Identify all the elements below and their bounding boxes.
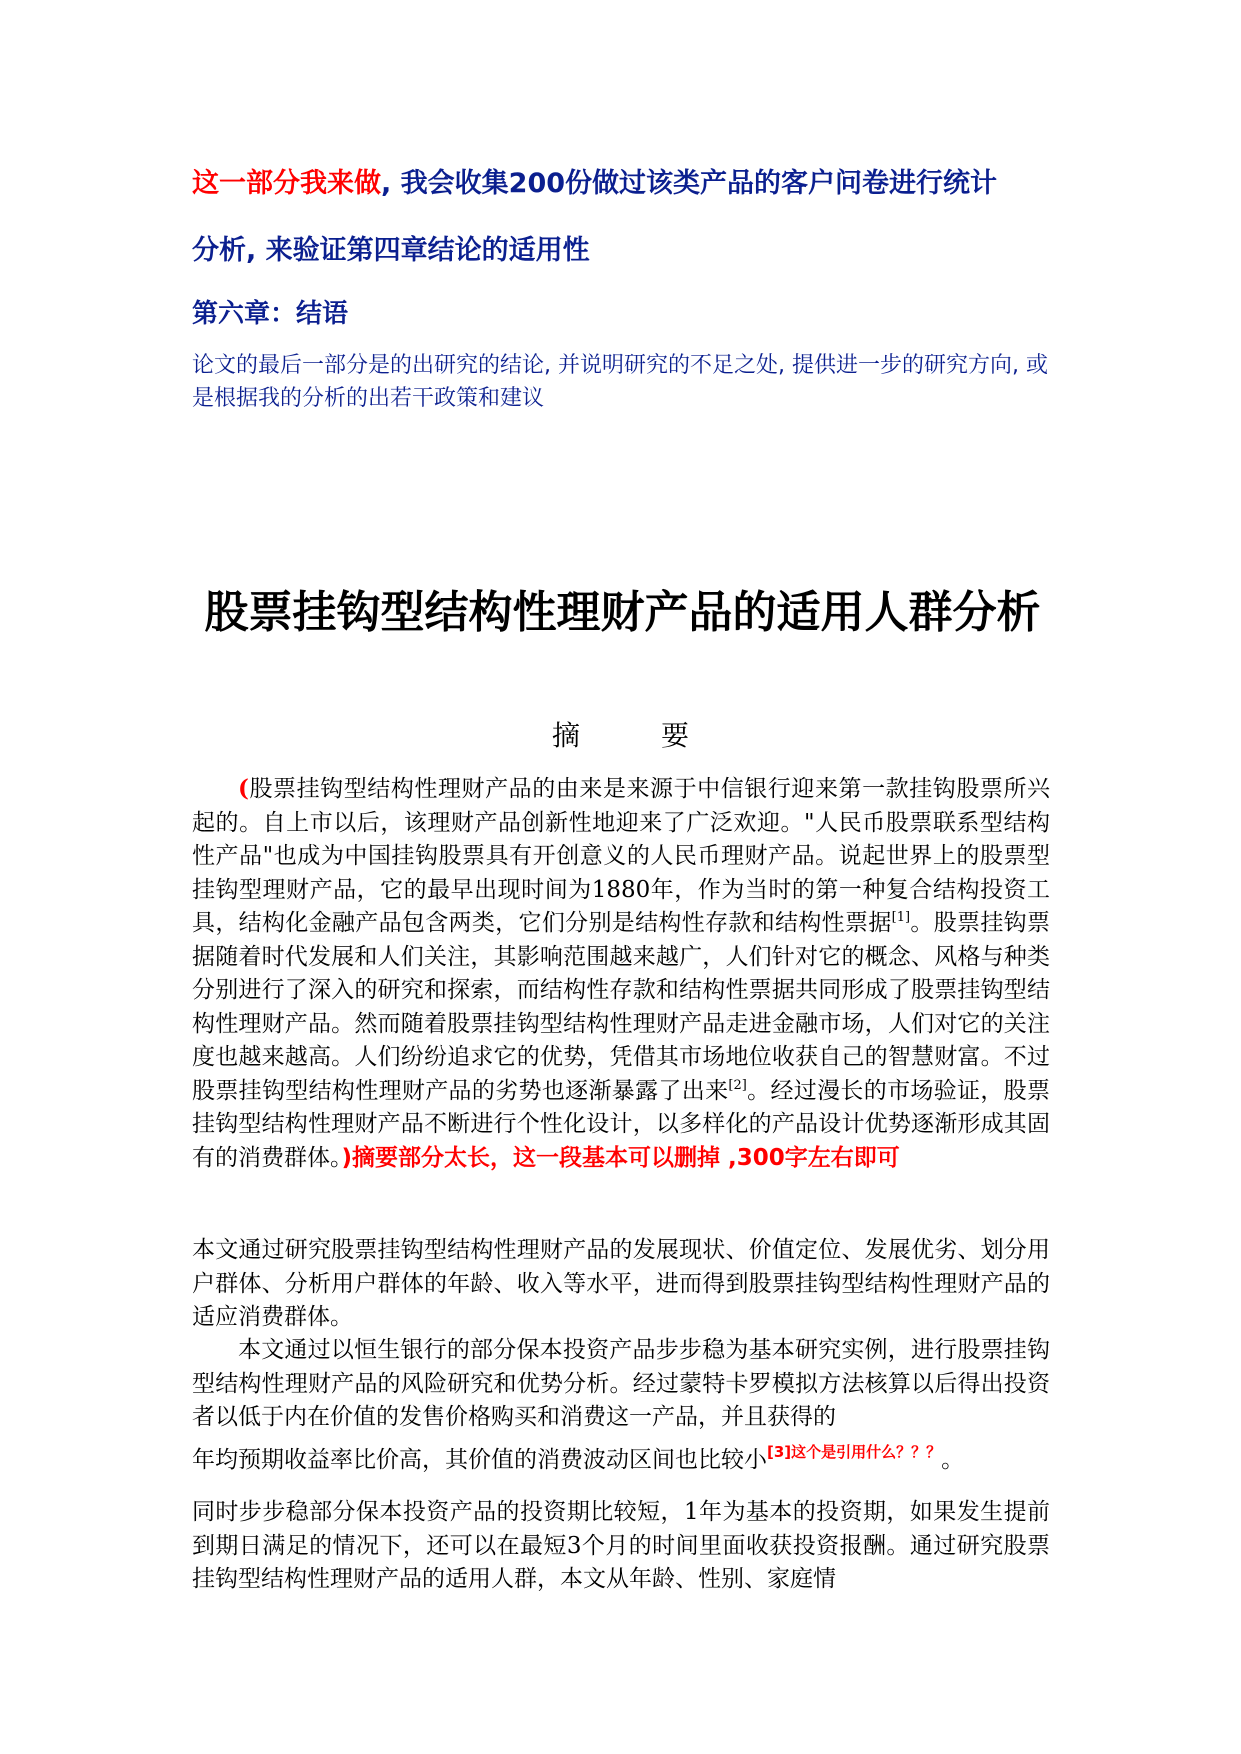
- author-note: [192, 166, 1062, 202]
- review-question: 这个是引用什么？？？: [791, 1443, 942, 1461]
- author-note-continued: [192, 233, 1062, 269]
- abstract-paragraph-2: 本文通过研究股票挂钩型结构性理财产品的发展现状、价值定位、发展优劣、划分用户群体、分析用户群体的年龄、收入等水平，进而得到股票挂钩型结构性理财产品的适应消费群体。: [192, 1237, 1050, 1330]
- author-note-line-1: [192, 166, 1062, 202]
- abstract-paragraph-1: [192, 772, 1050, 1175]
- abstract-text: 。: [941, 1447, 965, 1473]
- author-note-text: , 我会收集200份做过该类产品的客户问卷进行统计: [381, 168, 998, 199]
- abstract-paragraph-3: 本文通过以恒生银行的部分保本投资产品步步稳为基本研究实例，进行股票挂钩型结构性理财产品的风险研究和优势分析。经过蒙特卡罗模拟方法核算以后得出投资者以低于内在价值的发售价格购买和消费这一产品，并且获得的: [192, 1337, 1050, 1430]
- abstract-text: 年均预期收益率比价高，其价值的消费波动区间也比较小: [192, 1447, 767, 1473]
- abstract-heading: 摘 要: [552, 719, 725, 752]
- chapter-description: 论文的最后一部分是的出研究的结论, 并说明研究的不足之处, 提供进一步的研究方向, 或是根据我的分析的出若干政策和建议: [192, 353, 1048, 411]
- author-note-highlight: 这一部分我来做: [192, 168, 381, 199]
- open-paren-marker: (: [238, 775, 249, 802]
- citation-3: [3]: [767, 1443, 792, 1461]
- author-note-line-2: 分析, 来验证第四章结论的适用性: [192, 235, 590, 266]
- paper-title: 股票挂钩型结构性理财产品的适用人群分析: [204, 587, 1041, 638]
- citation-1: [1]: [891, 910, 911, 925]
- review-comment: )摘要部分太长，这一段基本可以删掉 ,300字左右即可: [341, 1144, 900, 1171]
- abstract-paragraph-4: 同时步步稳部分保本投资产品的投资期比较短，1年为基本的投资期，如果发生提前到期日满足的情况下，还可以在最短3个月的时间里面收获投资报酬。通过研究股票挂钩型结构性理财产品的适用人群，本文从年龄、性别、家庭情: [192, 1499, 1050, 1592]
- citation-2: [2]: [728, 1077, 747, 1093]
- abstract-text: 。经过漫长的市场验证，股票挂钩型结构性理财产品不断进行个性化设计，以多样化的产品设计优势逐渐形成其固有的消费群体。: [192, 1077, 1051, 1171]
- abstract-paragraph-3-last-line: [192, 1444, 1050, 1478]
- abstract-text: 股票挂钩型结构性理财产品的由来是来源于中信银行迎来第一款挂钩股票所兴起的。自上市以后，该理财产品创新性地迎来了广泛欢迎。"人民币股票联系型结构性产品"也成为中国挂钩股票具有开创意义的人民币理财产品。说起世界上的股票型挂钩型理财产品，它的最早出现时间为1880年，作为当时的第一种复合结构投资工具，结构化金融产品包含两类，它们分别是结构性存款和结构性票据: [192, 776, 1050, 936]
- chapter-heading: 第六章：结语: [192, 299, 349, 329]
- abstract-text: 。股票挂钩票据随着时代发展和人们关注，其影响范围越来越广，人们针对它的概念、风格与种类分别进行了深入的研究和探索，而结构性存款和结构性票据共同形成了股票挂钩型结构性理财产品。然而随着股票挂钩型结构性理财产品走进金融市场，人们对它的关注度也越来越高。人们纷纷追求它的优势，凭借其市场地位收获自己的智慧财富。不过股票挂钩型结构性理财产品的劣势也逐渐暴露了出来: [192, 910, 1051, 1104]
